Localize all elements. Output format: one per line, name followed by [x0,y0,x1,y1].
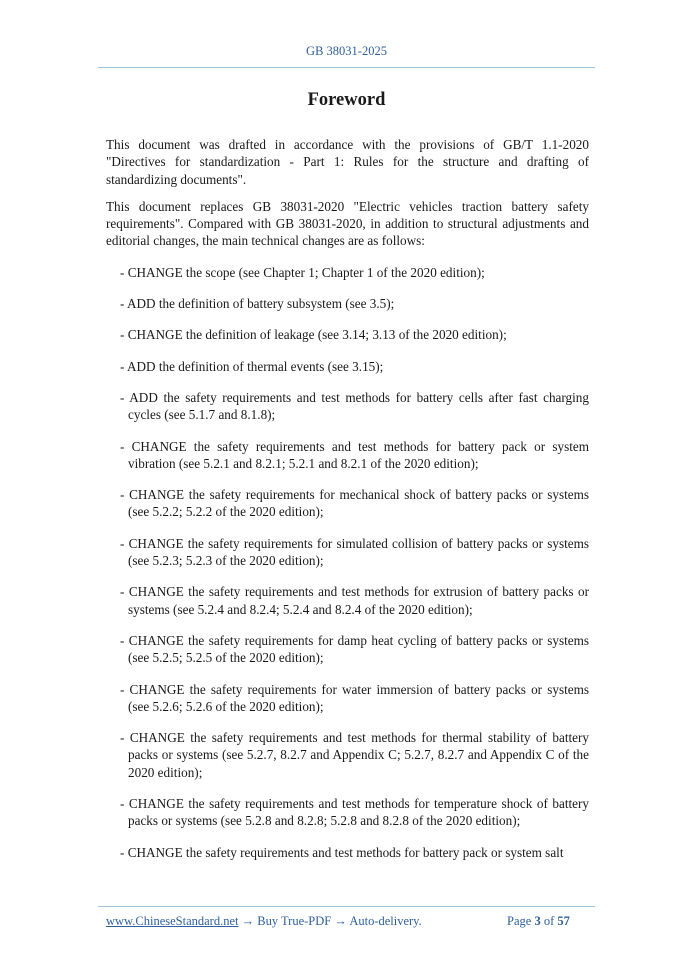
running-header: GB 38031-2025 [306,44,387,58]
page-current: 3 [534,914,541,928]
site-link[interactable]: www.ChineseStandard.net [106,914,239,928]
change-item: - CHANGE the definition of leakage (see 3.14; 3.13 of the 2020 edition); [120,327,507,343]
change-item: - CHANGE the safety requirements for mechanical shock of battery packs or systems (see 5.2.2; 5.2.2 of the 2020 edition); [120,487,589,520]
page-of: of [540,914,558,928]
change-item: - CHANGE the safety requirements and test methods for battery pack or system vibration (see 5.2.1 and 8.2.1; 5.2.1 and 8.2.1 of the 2020 edition); [120,438,589,471]
change-item: - CHANGE the safety requirements for water immersion of battery packs or systems (see 5.2.6; 5.2.6 of the 2020 edition); [120,681,589,714]
page-total: 57 [557,914,570,928]
footer-divider [98,906,595,907]
change-item: - CHANGE the safety requirements and test methods for battery pack or system salt [120,844,564,860]
change-item: - CHANGE the safety requirements and test methods for thermal stability of battery packs or systems (see 5.2.7, 8.2.7 and Appendix C; 5.2.7, 8.2.7 and Appendix C of the 2020 edition); [120,730,589,780]
paragraph: This document was drafted in accordance with the provisions of GB/T 1.1-2020 "Directives for standardization - Part 1: Rules for the structure and drafting of standardizing documents". [106,137,589,187]
change-item: - CHANGE the safety requirements for simulated collision of battery packs or systems (see 5.2.3; 5.2.3 of the 2020 edition); [120,535,589,569]
paragraph: This document replaces GB 38031-2020 "Electric vehicles traction battery safety requirements". Compared with GB 38031-2020, in addition to structural adjustments and editorial changes, the main technical changes are as follows: [106,198,589,249]
change-item: - CHANGE the safety requirements and test methods for extrusion of battery packs or systems (see 5.2.4 and 8.2.4; 5.2.4 and 8.2.4 of the 2020 edition); [120,584,589,617]
change-item: - CHANGE the safety requirements for damp heat cycling of battery packs or systems (see 5.2.5; 5.2.5 of the 2020 edition); [120,632,589,666]
change-item: - ADD the safety requirements and test methods for battery cells after fast charging cycles (see 5.1.7 and 8.1.8); [120,389,589,423]
header-divider [98,67,595,68]
change-item: - CHANGE the safety requirements and test methods for temperature shock of battery packs or systems (see 5.2.8 and 8.2.8; 5.2.8 and 8.2.8 of the 2020 edition); [120,796,589,829]
body-content [106,136,589,875]
arrow-right-icon: → [331,914,350,928]
arrow-right-icon: → [238,914,258,928]
page-title: Foreword [307,90,386,110]
page-number [507,914,570,929]
page-prefix: Page [507,914,535,928]
change-item: - ADD the definition of battery subsystem (see 3.5); [120,296,395,312]
delivery-text: Auto-delivery. [349,914,422,928]
buy-pdf-link[interactable]: Buy True-PDF [257,914,332,928]
footer-links [106,914,422,929]
change-item: - CHANGE the scope (see Chapter 1; Chapter 1 of the 2020 edition); [120,264,485,280]
change-item: - ADD the definition of thermal events (see 3.15); [120,358,384,374]
